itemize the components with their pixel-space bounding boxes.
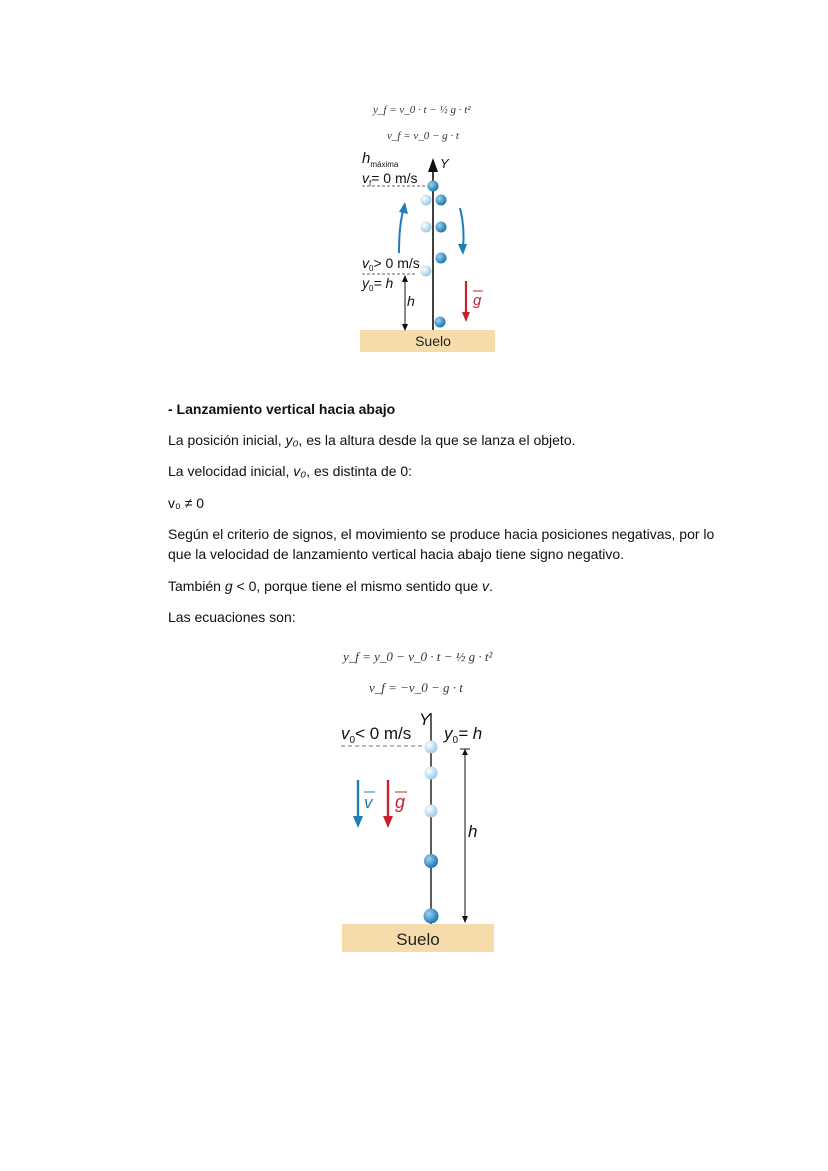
ground-label: Suelo <box>415 333 451 349</box>
paragraph-initial-velocity: La velocidad inicial, v₀, es distinta de 0: <box>168 463 413 479</box>
height-label: h <box>468 822 478 841</box>
figure1-equation-1: y_f = v_0 · t − ½ g · t² <box>373 104 471 116</box>
ball <box>421 222 432 233</box>
y-axis-arrow <box>428 158 438 172</box>
v0-label: $v_0> 0$ m/s <box>362 255 420 273</box>
ball <box>436 253 447 264</box>
ball <box>436 195 447 206</box>
figure1-equation-2: v_f = v_0 − g · t <box>387 130 459 142</box>
section-heading: - Lanzamiento vertical hacia abajo <box>168 401 396 417</box>
paragraph-equations-intro: Las ecuaciones son: <box>168 609 296 625</box>
g-label: g <box>473 292 482 309</box>
ball <box>424 854 438 868</box>
ball <box>428 181 439 192</box>
up-arrow-head <box>399 202 408 214</box>
axis-label: Y <box>440 156 449 171</box>
ball <box>424 909 439 924</box>
ball <box>425 767 438 780</box>
axis-label: Y <box>419 710 431 729</box>
v-vector-label: v <box>364 793 373 812</box>
height-arrow-top <box>462 749 468 755</box>
g-vector-label: g <box>395 792 406 812</box>
ball <box>421 195 432 206</box>
paragraph-v0-not-zero: v₀ ≠ 0 <box>168 495 205 511</box>
height-arrow-top <box>402 275 408 282</box>
ball <box>436 222 447 233</box>
paragraph-sign-criterion-2: que la velocidad de lanzamiento vertical hacia abajo tiene signo negativo. <box>168 546 625 562</box>
v0-label: $v_0< 0$ m/s <box>341 724 412 746</box>
paragraph-sign-criterion-1: Según el criterio de signos, el movimiento se produce hacia posiciones negativas, por lo <box>168 526 715 542</box>
ground-label: Suelo <box>396 930 440 949</box>
height-arrow-bottom <box>402 324 408 331</box>
paragraph-gravity-sign: También g < 0, porque tiene el mismo sentido que v. <box>168 578 493 594</box>
hmax-label: $h_{máxima}$ <box>362 150 399 169</box>
ball <box>435 317 446 328</box>
height-label: h <box>407 293 415 309</box>
down-arrow-head <box>458 244 467 255</box>
figure2-equation-1: y_f = y_0 − v_0 · t − ½ g · t² <box>343 649 493 664</box>
ball <box>425 741 438 754</box>
y0-label: $y_0= h$ <box>362 275 394 293</box>
vf-label: $v_f= 0$ m/s <box>362 170 418 188</box>
velocity-arrow-head <box>353 816 363 828</box>
down-arrow-icon <box>460 208 464 248</box>
height-arrow-bottom <box>462 916 468 923</box>
ball <box>421 266 432 277</box>
figure1-diagram <box>355 148 500 354</box>
y0-label: $y_0= h$ <box>444 724 483 746</box>
up-arrow-icon <box>399 208 404 253</box>
ball <box>425 805 438 818</box>
gravity-arrow-head <box>462 312 470 322</box>
paragraph-initial-position: La posición inicial, y₀, es la altura desde la que se lanza el objeto. <box>168 432 576 448</box>
figure2-diagram <box>338 705 498 955</box>
gravity-arrow-head <box>383 816 393 828</box>
figure2-equation-2: v_f = −v_0 − g · t <box>369 680 463 695</box>
